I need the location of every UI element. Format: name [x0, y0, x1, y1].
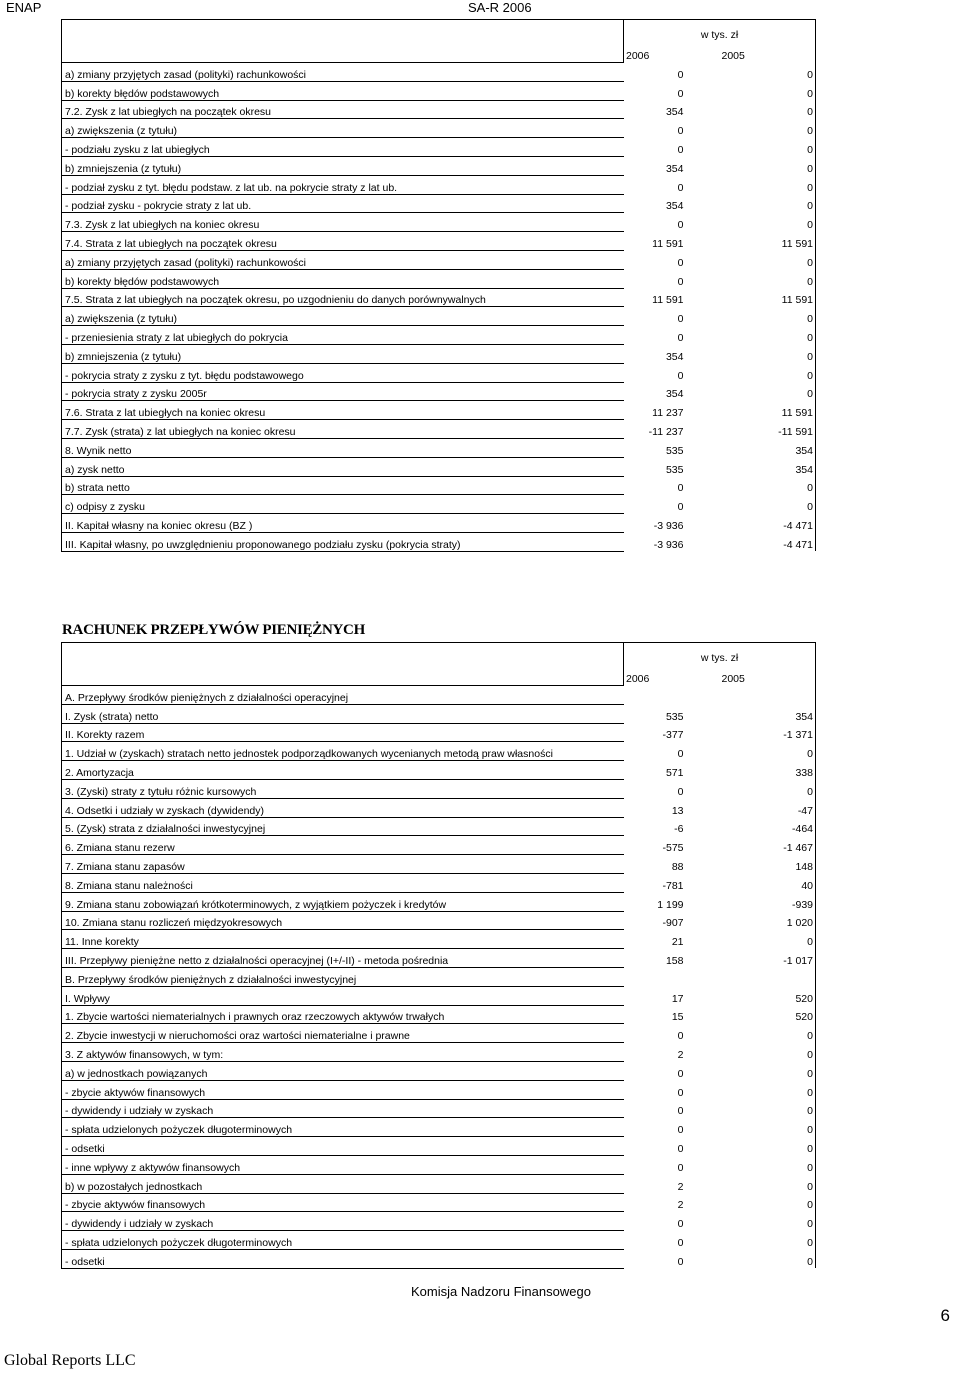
row-value-2006: 0 — [624, 63, 720, 82]
row-value-2006: 0 — [624, 779, 720, 798]
row-label: 2. Zbycie inwestycji w nieruchomości oraz wartości niematerialne i prawne — [62, 1024, 624, 1043]
table-row — [62, 344, 816, 363]
table-row — [62, 401, 816, 420]
row-label: B. Przepływy środków pieniężnych z działalności inwestycyjnej — [62, 967, 624, 986]
row-label: - spłata udzielonych pożyczek długoterminowych — [62, 1231, 624, 1250]
row-value-2005: 0 — [720, 194, 816, 213]
row-value-2006: 0 — [624, 1137, 720, 1156]
table-row — [62, 986, 816, 1005]
row-value-2006 — [624, 967, 720, 986]
row-value-2006: -575 — [624, 836, 720, 855]
row-value-2005: 0 — [720, 100, 816, 119]
row-value-2006: 0 — [624, 495, 720, 514]
table-row — [62, 514, 816, 533]
row-value-2005: -11 591 — [720, 420, 816, 439]
table-row — [62, 742, 816, 761]
row-value-2006: 0 — [624, 1024, 720, 1043]
row-label: 11. Inne korekty — [62, 930, 624, 949]
row-value-2006: 2 — [624, 1193, 720, 1212]
row-label: 7.3. Zysk z lat ubiegłych na koniec okresu — [62, 213, 624, 232]
row-label: - pokrycia straty z zysku 2005r — [62, 382, 624, 401]
row-value-2006: 354 — [624, 100, 720, 119]
row-value-2005: 0 — [720, 779, 816, 798]
row-value-2006: 11 591 — [624, 232, 720, 251]
row-label: 8. Zmiana stanu należności — [62, 873, 624, 892]
table-row — [62, 81, 816, 100]
row-value-2006: 535 — [624, 438, 720, 457]
header-company: ENAP — [6, 0, 42, 15]
row-label: - spłata udzielonych pożyczek długoterminowych — [62, 1118, 624, 1137]
row-value-2005: 0 — [720, 1080, 816, 1099]
table-row — [62, 1155, 816, 1174]
table-row — [62, 892, 816, 911]
table-row — [62, 420, 816, 439]
row-label: b) strata netto — [62, 476, 624, 495]
row-label: I. Wpływy — [62, 986, 624, 1005]
page-number: 6 — [940, 1306, 950, 1325]
row-label: III. Przepływy pieniężne netto z działalności operacyjnej (I+/-II) - metoda pośrednia — [62, 949, 624, 968]
row-label: 7.7. Zysk (strata) z lat ubiegłych na koniec okresu — [62, 420, 624, 439]
row-value-2005: 0 — [720, 1249, 816, 1268]
row-value-2006: 17 — [624, 986, 720, 1005]
row-value-2005: 148 — [720, 855, 816, 874]
row-value-2005: 0 — [720, 269, 816, 288]
table-row — [62, 288, 816, 307]
row-value-2005: 0 — [720, 1024, 816, 1043]
row-value-2005: 0 — [720, 1061, 816, 1080]
table-row — [62, 476, 816, 495]
table-row — [62, 855, 816, 874]
table-row — [62, 63, 816, 82]
table-row — [62, 836, 816, 855]
row-value-2005: 338 — [720, 761, 816, 780]
table-row — [62, 250, 816, 269]
row-value-2006: 354 — [624, 194, 720, 213]
row-value-2006: 88 — [624, 855, 720, 874]
row-value-2006: 0 — [624, 250, 720, 269]
table-row — [62, 269, 816, 288]
cash-flow-table — [61, 642, 816, 1269]
row-label: 7.5. Strata z lat ubiegłych na początek okresu, po uzgodnieniu do danych porównywalnych — [62, 288, 624, 307]
table-row — [62, 967, 816, 986]
row-value-2006: 571 — [624, 761, 720, 780]
table-row — [62, 949, 816, 968]
table-row — [62, 798, 816, 817]
table2-header-blank — [62, 643, 624, 686]
table-row — [62, 326, 816, 345]
row-value-2005: 0 — [720, 476, 816, 495]
row-value-2005: 0 — [720, 1137, 816, 1156]
row-value-2005: 0 — [720, 1212, 816, 1231]
row-value-2005: 0 — [720, 1231, 816, 1250]
table-row — [62, 723, 816, 742]
table-row — [62, 232, 816, 251]
table-row — [62, 1137, 816, 1156]
row-value-2006: -907 — [624, 911, 720, 930]
row-value-2005: 0 — [720, 382, 816, 401]
row-value-2005: 0 — [720, 1043, 816, 1062]
row-value-2006: 1 199 — [624, 892, 720, 911]
row-value-2005: -1 371 — [720, 723, 816, 742]
row-label: - odsetki — [62, 1137, 624, 1156]
row-value-2005: 0 — [720, 138, 816, 157]
row-value-2005: -1 467 — [720, 836, 816, 855]
table1-col-2006: 2006 — [626, 50, 650, 62]
row-value-2005: 0 — [720, 250, 816, 269]
row-value-2006: 535 — [624, 457, 720, 476]
row-value-2005: 11 591 — [720, 232, 816, 251]
row-value-2006: 13 — [624, 798, 720, 817]
table-row — [62, 175, 816, 194]
table2-col-2005: 2005 — [720, 664, 816, 686]
brand-logo-text: Global Reports LLC — [4, 1352, 136, 1369]
row-value-2006: 354 — [624, 344, 720, 363]
table1-header-blank — [62, 20, 624, 63]
row-value-2006: 21 — [624, 930, 720, 949]
table-row — [62, 495, 816, 514]
row-label: a) zwiększenia (z tytułu) — [62, 119, 624, 138]
row-value-2006: 2 — [624, 1043, 720, 1062]
row-value-2005: 0 — [720, 495, 816, 514]
row-value-2006: 0 — [624, 1249, 720, 1268]
row-label: - podział zysku - pokrycie straty z lat ub. — [62, 194, 624, 213]
row-value-2006: 535 — [624, 704, 720, 723]
table-row — [62, 1118, 816, 1137]
row-value-2006: -3 936 — [624, 532, 720, 551]
table-row — [62, 363, 816, 382]
table-row — [62, 1099, 816, 1118]
row-value-2006: 0 — [624, 1231, 720, 1250]
table-row — [62, 1080, 816, 1099]
row-value-2006: 0 — [624, 1118, 720, 1137]
row-value-2006: 0 — [624, 1080, 720, 1099]
row-label: a) w jednostkach powiązanych — [62, 1061, 624, 1080]
row-label: 7.4. Strata z lat ubiegłych na początek okresu — [62, 232, 624, 251]
row-value-2006 — [624, 686, 720, 705]
table-row — [62, 779, 816, 798]
row-value-2005: 0 — [720, 1174, 816, 1193]
row-label: 4. Odsetki i udziały w zyskach (dywidendy) — [62, 798, 624, 817]
row-value-2006: 0 — [624, 476, 720, 495]
row-value-2006: 2 — [624, 1174, 720, 1193]
row-label: 5. (Zysk) strata z działalności inwestycyjnej — [62, 817, 624, 836]
table-row — [62, 213, 816, 232]
table-row — [62, 1061, 816, 1080]
row-value-2005 — [720, 967, 816, 986]
row-label: I. Zysk (strata) netto — [62, 704, 624, 723]
row-value-2006: 0 — [624, 326, 720, 345]
row-value-2005: 0 — [720, 1193, 816, 1212]
row-label: - zbycie aktywów finansowych — [62, 1193, 624, 1212]
row-value-2005: 0 — [720, 1118, 816, 1137]
row-label: III. Kapitał własny, po uwzględnieniu proponowanego podziału zysku (pokrycia straty) — [62, 532, 624, 551]
row-value-2006: -377 — [624, 723, 720, 742]
row-value-2006: 15 — [624, 1005, 720, 1024]
row-value-2005: -4 471 — [720, 532, 816, 551]
row-value-2005: 0 — [720, 930, 816, 949]
row-value-2005: 0 — [720, 307, 816, 326]
table-row — [62, 911, 816, 930]
table2-col-2006: 2006 — [626, 673, 650, 685]
table-row — [62, 817, 816, 836]
table-row — [62, 194, 816, 213]
row-value-2005: -47 — [720, 798, 816, 817]
table-row — [62, 1231, 816, 1250]
row-value-2006: 354 — [624, 156, 720, 175]
table-row — [62, 382, 816, 401]
table-row — [62, 1005, 816, 1024]
row-value-2005: -939 — [720, 892, 816, 911]
row-label: b) zmniejszenia (z tytułu) — [62, 156, 624, 175]
table-row — [62, 1024, 816, 1043]
row-label: 1. Zbycie wartości niematerialnych i prawnych oraz rzeczowych aktywów trwałych — [62, 1005, 624, 1024]
row-label: b) w pozostałych jednostkach — [62, 1174, 624, 1193]
row-value-2005: 40 — [720, 873, 816, 892]
row-label: - dywidendy i udziały w zyskach — [62, 1212, 624, 1231]
table-row — [62, 1174, 816, 1193]
table-row — [62, 1249, 816, 1268]
row-value-2005: 0 — [720, 175, 816, 194]
row-value-2006: 0 — [624, 742, 720, 761]
row-value-2005: 0 — [720, 81, 816, 100]
row-label: II. Korekty razem — [62, 723, 624, 742]
row-value-2005: -464 — [720, 817, 816, 836]
row-value-2005: 520 — [720, 986, 816, 1005]
row-label: - inne wpływy z aktywów finansowych — [62, 1155, 624, 1174]
row-value-2005: 0 — [720, 156, 816, 175]
row-value-2006: 11 237 — [624, 401, 720, 420]
table-row — [62, 100, 816, 119]
row-value-2005: 0 — [720, 213, 816, 232]
table-row — [62, 930, 816, 949]
row-label: 3. Z aktywów finansowych, w tym: — [62, 1043, 624, 1062]
table-row — [62, 119, 816, 138]
row-value-2005: 11 591 — [720, 401, 816, 420]
row-label: A. Przepływy środków pieniężnych z działalności operacyjnej — [62, 686, 624, 705]
row-label: - zbycie aktywów finansowych — [62, 1080, 624, 1099]
row-value-2006: 0 — [624, 307, 720, 326]
row-label: - dywidendy i udziały w zyskach — [62, 1099, 624, 1118]
row-label: b) korekty błędów podstawowych — [62, 269, 624, 288]
row-value-2005: 354 — [720, 438, 816, 457]
row-label: 9. Zmiana stanu zobowiązań krótkoterminowych, z wyjątkiem pożyczek i kredytów — [62, 892, 624, 911]
row-value-2006: 0 — [624, 363, 720, 382]
row-value-2006: 0 — [624, 1099, 720, 1118]
row-value-2006: -11 237 — [624, 420, 720, 439]
row-value-2006: 158 — [624, 949, 720, 968]
row-value-2006: 0 — [624, 213, 720, 232]
row-value-2005: 0 — [720, 1155, 816, 1174]
row-value-2005: 0 — [720, 1099, 816, 1118]
row-label: - odsetki — [62, 1249, 624, 1268]
row-value-2005: 354 — [720, 704, 816, 723]
row-label: 8. Wynik netto — [62, 438, 624, 457]
row-value-2005 — [720, 686, 816, 705]
row-value-2006: 11 591 — [624, 288, 720, 307]
row-value-2005: 0 — [720, 742, 816, 761]
row-label: 6. Zmiana stanu rezerw — [62, 836, 624, 855]
row-label: 7. Zmiana stanu zapasów — [62, 855, 624, 874]
row-label: b) korekty błędów podstawowych — [62, 81, 624, 100]
header-report: SA-R 2006 — [468, 0, 532, 15]
row-label: II. Kapitał własny na koniec okresu (BZ ) — [62, 514, 624, 533]
row-value-2005: 0 — [720, 63, 816, 82]
table-row — [62, 138, 816, 157]
row-value-2005: 0 — [720, 119, 816, 138]
table1-col-2005: 2005 — [720, 41, 816, 63]
row-value-2005: 11 591 — [720, 288, 816, 307]
table-row — [62, 1043, 816, 1062]
row-label: - podziału zysku z lat ubiegłych — [62, 138, 624, 157]
table-row — [62, 438, 816, 457]
row-value-2006: 0 — [624, 175, 720, 194]
table-row — [62, 873, 816, 892]
row-value-2005: 1 020 — [720, 911, 816, 930]
row-value-2006: 354 — [624, 382, 720, 401]
row-label: 7.6. Strata z lat ubiegłych na koniec okresu — [62, 401, 624, 420]
row-label: b) zmniejszenia (z tytułu) — [62, 344, 624, 363]
table-row — [62, 1193, 816, 1212]
row-value-2006: -3 936 — [624, 514, 720, 533]
row-value-2006: 0 — [624, 81, 720, 100]
row-value-2005: -1 017 — [720, 949, 816, 968]
row-value-2006: 0 — [624, 1155, 720, 1174]
table-row — [62, 457, 816, 476]
row-value-2005: 0 — [720, 326, 816, 345]
row-label: a) zwiększenia (z tytułu) — [62, 307, 624, 326]
table-row — [62, 686, 816, 705]
row-label: a) zysk netto — [62, 457, 624, 476]
row-value-2006: 0 — [624, 1212, 720, 1231]
row-value-2006: -781 — [624, 873, 720, 892]
equity-changes-table — [61, 19, 816, 552]
row-value-2006: 0 — [624, 1061, 720, 1080]
row-label: c) odpisy z zysku — [62, 495, 624, 514]
row-label: a) zmiany przyjętych zasad (polityki) rachunkowości — [62, 63, 624, 82]
table2-unit: w tys. zł — [624, 643, 816, 665]
table-row — [62, 307, 816, 326]
row-value-2006: 0 — [624, 138, 720, 157]
row-label: a) zmiany przyjętych zasad (polityki) rachunkowości — [62, 250, 624, 269]
table-row — [62, 704, 816, 723]
row-value-2006: 0 — [624, 119, 720, 138]
row-label: 7.2. Zysk z lat ubiegłych na początek okresu — [62, 100, 624, 119]
table-row — [62, 156, 816, 175]
row-label: - przeniesienia straty z lat ubiegłych do pokrycia — [62, 326, 624, 345]
table-row — [62, 532, 816, 551]
row-label: 10. Zmiana stanu rozliczeń międzyokresowych — [62, 911, 624, 930]
row-value-2005: 354 — [720, 457, 816, 476]
row-value-2006: -6 — [624, 817, 720, 836]
row-label: 2. Amortyzacja — [62, 761, 624, 780]
row-label: 1. Udział w (zyskach) stratach netto jednostek podporządkowanych wycenianych metodą praw własności — [62, 742, 624, 761]
row-value-2006: 0 — [624, 269, 720, 288]
table-row — [62, 1212, 816, 1231]
row-label: - pokrycia straty z zysku z tyt. błędu podstawowego — [62, 363, 624, 382]
row-label: 3. (Zyski) straty z tytułu różnic kursowych — [62, 779, 624, 798]
cash-flow-section-title: RACHUNEK PRZEPŁYWÓW PIENIĘŻNYCH — [62, 622, 365, 638]
row-value-2005: -4 471 — [720, 514, 816, 533]
row-value-2005: 0 — [720, 344, 816, 363]
table-row — [62, 761, 816, 780]
table1-unit: w tys. zł — [624, 20, 816, 42]
row-value-2005: 0 — [720, 363, 816, 382]
row-label: - podział zysku z tyt. błędu podstaw. z lat ub. na pokrycie straty z lat ub. — [62, 175, 624, 194]
row-value-2005: 520 — [720, 1005, 816, 1024]
footer-regulator: Komisja Nadzoru Finansowego — [411, 1284, 591, 1299]
